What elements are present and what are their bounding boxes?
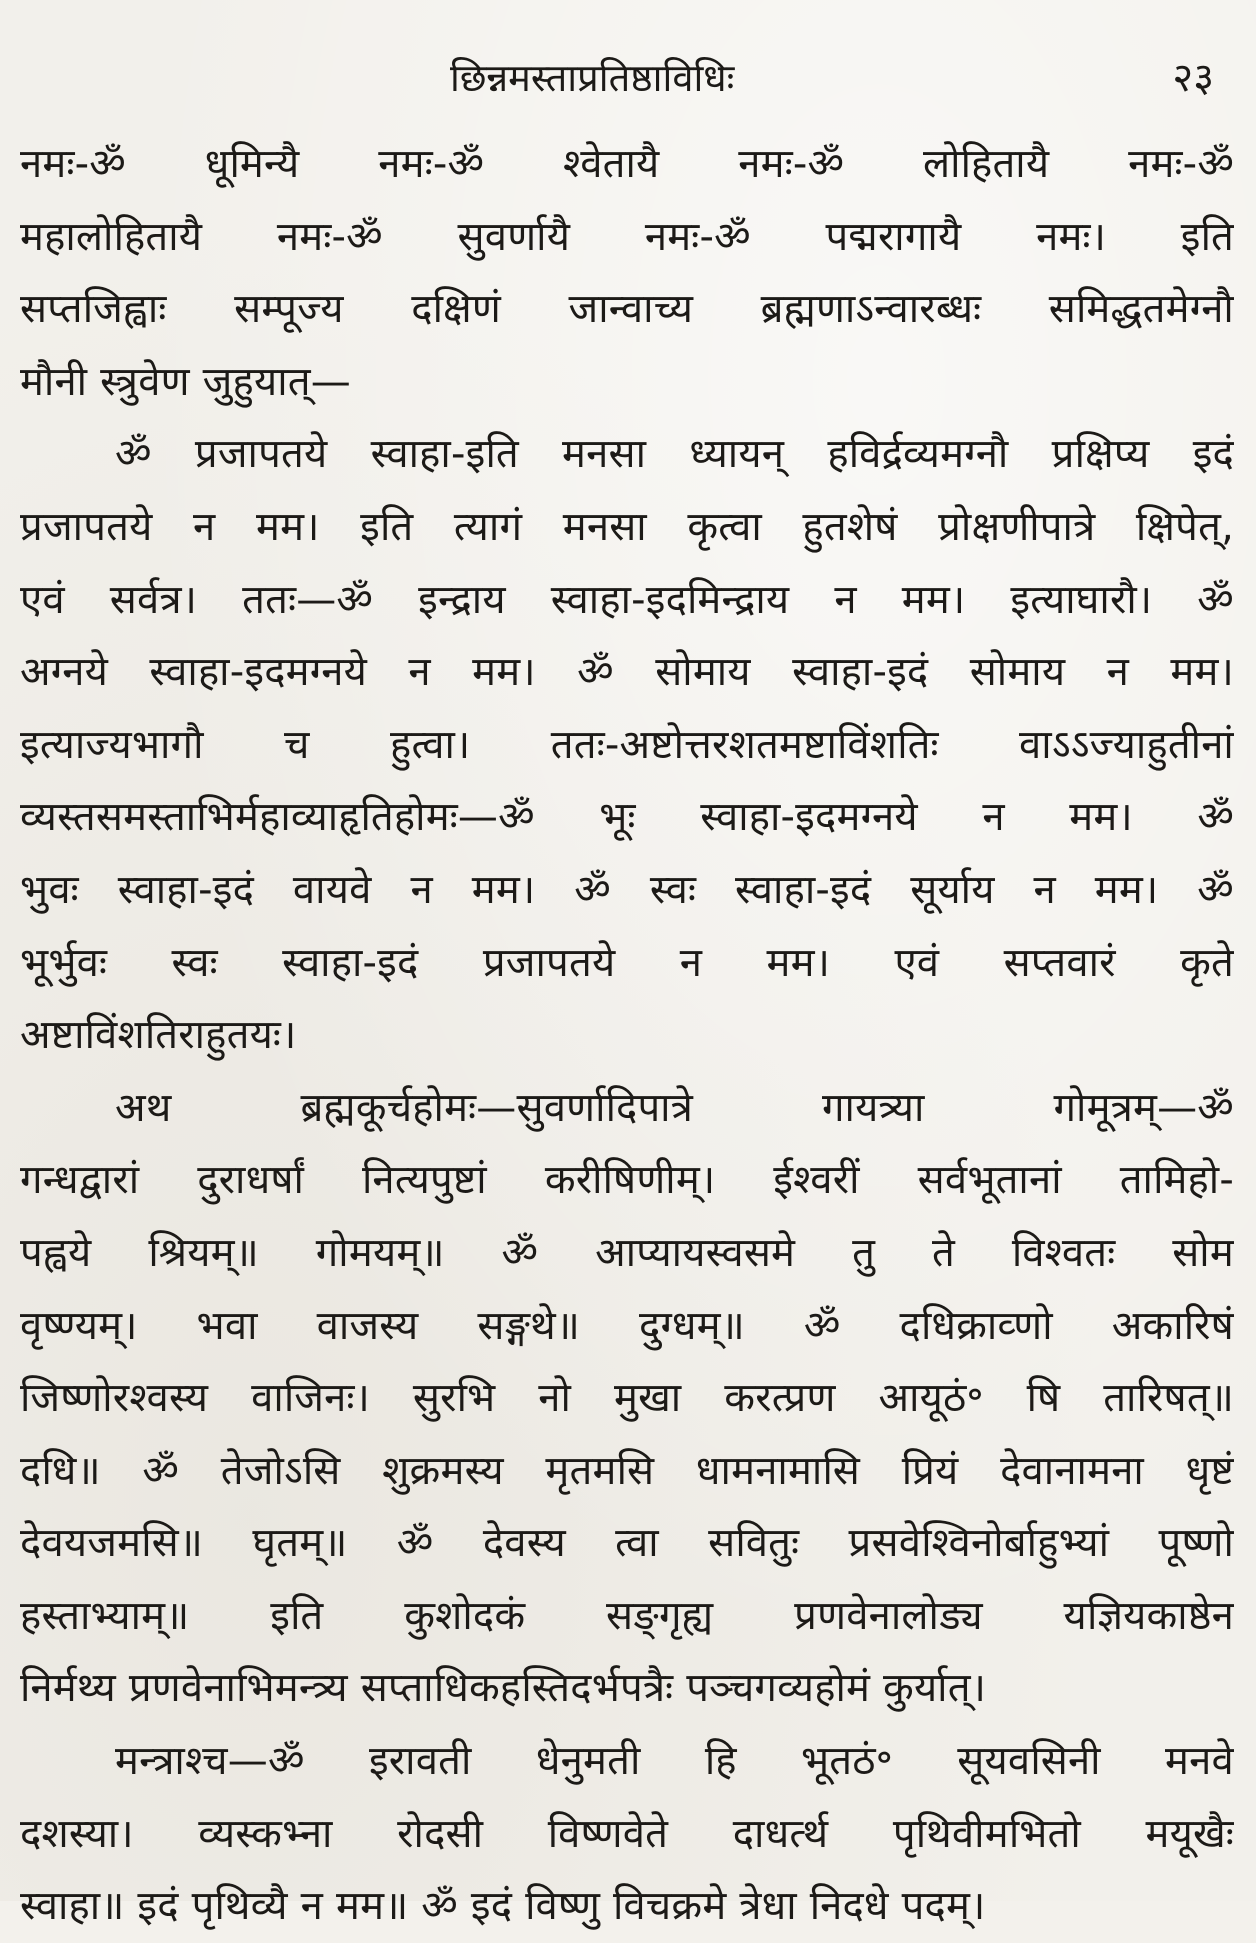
text-line: अष्टाविंशतिराहुतयः।: [20, 1012, 297, 1059]
text-line: स्वाहा॥ इदं पृथिव्यै न मम॥ ॐ इदं विष्णु विचक्रमे त्रेधा निदधे पदम्।: [20, 1883, 986, 1930]
text-line: अग्नये स्वाहा-इदमग्नये न मम। ॐ सोमाय स्वाहा-इदं सोमाय न मम।: [20, 649, 1234, 696]
text-line: जिष्णोरश्वस्य वाजिनः। सुरभि नो मुखा करत्प्रण आयूठं॰ षि तारिषत्॥: [20, 1375, 1234, 1422]
text-line: दशस्या। व्यस्कभ्ना रोदसी विष्णवेते दाधर्त्थ पृथिवीमभितो मयूखैः: [20, 1810, 1234, 1857]
text-line: व्यस्तसमस्ताभिर्महाव्याहृतिहोमः—ॐ भूः स्वाहा-इदमग्नये न मम। ॐ: [20, 794, 1234, 841]
text-line: एवं सर्वत्र। ततः—ॐ इन्द्राय स्वाहा-इदमिन्द्राय न मम। इत्याघारौ। ॐ: [20, 576, 1234, 623]
text-line: अथ ब्रह्मकूर्चहोमः—सुवर्णादिपात्रे गायत्र्या गोमूत्रम्—ॐ: [115, 1084, 1234, 1131]
page-number: २३: [1172, 55, 1214, 101]
running-head: [0, 44, 1256, 114]
text-line: पह्वये श्रियम्॥ गोमयम्॥ ॐ आप्यायस्वसमे तु ते विश्वतः सोम: [20, 1229, 1234, 1276]
text-line: प्रजापतये न मम। इति त्यागं मनसा कृत्वा हुतशेषं प्रोक्षणीपात्रे क्षिपेत्,: [20, 503, 1234, 550]
text-line: दधि॥ ॐ तेजोऽसि शुक्रमस्य मृतमसि धामनामासि प्रियं देवानामना धृष्टं: [20, 1447, 1234, 1494]
text-line: मन्त्राश्च—ॐ इरावती धेनुमती हि भूतठं॰ सूयवसिनी मनवे: [115, 1738, 1234, 1785]
text-line: इत्याज्यभागौ च हुत्वा। ततः-अष्टोत्तरशतमष्टाविंशतिः वाऽऽज्याहुतीनां: [20, 721, 1234, 768]
text-line: देवयजमसि॥ घृतम्॥ ॐ देवस्य त्वा सवितुः प्रसवेश्विनोर्बाहुभ्यां पूष्णो: [20, 1520, 1234, 1567]
text-line: महालोहितायै नमः-ॐ सुवर्णायै नमः-ॐ पद्मरागायै नमः। इति: [20, 213, 1234, 260]
text-line: हस्ताभ्याम्॥ इति कुशोदकं सङ्गृह्य प्रणवेनालोड्य यज्ञियकाष्ठेन: [20, 1592, 1234, 1639]
text-line: भूर्भुवः स्वः स्वाहा-इदं प्रजापतये न मम। एवं सप्तवारं कृते: [20, 939, 1234, 986]
text-line: गन्धद्वारां दुराधर्षां नित्यपुष्टां करीषिणीम्। ईश्वरीं सर्वभूतानां तामिहो-: [20, 1157, 1234, 1204]
text-line: भुवः स्वाहा-इदं वायवे न मम। ॐ स्वः स्वाहा-इदं सूर्याय न मम। ॐ: [20, 866, 1234, 913]
running-title: छिन्नमस्ताप्रतिष्ठाविधिः: [450, 56, 735, 100]
text-line: मौनी स्त्रुवेण जुहुयात्—: [20, 358, 351, 405]
body-text: [20, 128, 1234, 1943]
text-line: वृष्ण्यम्। भवा वाजस्य सङ्गथे॥ दुग्धम्॥ ॐ दधिक्राव्णो अकारिषं: [20, 1302, 1234, 1349]
text-line: सप्तजिह्वाः सम्पूज्य दक्षिणं जान्वाच्य ब्रह्मणाऽन्वारब्धः समिद्धतमेग्नौ: [20, 286, 1234, 333]
text-line: नमः-ॐ धूमिन्यै नमः-ॐ श्वेतायै नमः-ॐ लोहितायै नमः-ॐ: [20, 141, 1234, 187]
text-line: निर्मथ्य प्रणवेनाभिमन्त्र्य सप्ताधिकहस्तिदर्भपत्रैः पञ्चगव्यहोमं कुर्यात्।: [20, 1665, 987, 1712]
text-line: ॐ प्रजापतये स्वाहा-इति मनसा ध्यायन् हविर्द्रव्यमग्नौ प्रक्षिप्य इदं: [115, 431, 1234, 478]
